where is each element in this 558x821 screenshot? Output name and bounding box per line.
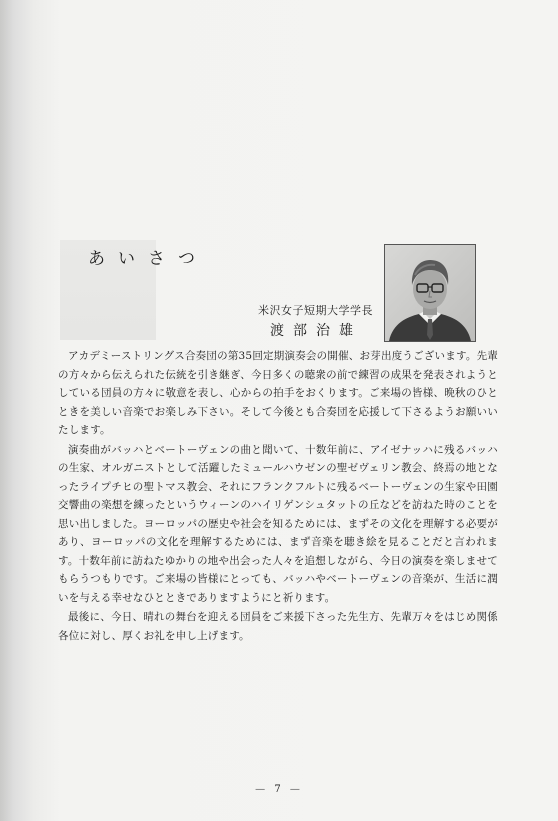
- page-number-dash-right: —: [289, 784, 303, 795]
- page-heading: あいさつ: [88, 249, 208, 269]
- paragraph-1: アカデミーストリングス合奏団の第35回定期演奏会の開催、お芽出度うございます。先輩の方々から伝えられた伝統を引き継ぎ、今日多くの聴衆の前で練習の成果を発表されようとしている団員の方々に敬意を表し、心からの拍手をおくります。ご来場の皆様、晩秋のひとときを美しい音楽でお楽しみ下さい。そして今後とも合奏団を応援して下さるようお願いいたします。: [58, 350, 498, 436]
- portrait-icon: [385, 245, 475, 341]
- author-portrait-photo: [384, 244, 476, 342]
- page-number-dash-left: —: [255, 784, 269, 795]
- greeting-body: [58, 347, 498, 646]
- author-affiliation: 米沢女子短期大学学長: [258, 304, 373, 317]
- author-name: 渡部治雄: [270, 323, 362, 339]
- page-number-value: 7: [274, 784, 284, 795]
- page-number: [0, 784, 558, 795]
- paragraph-2: 演奏曲がバッハとベートーヴェンの曲と聞いて、十数年前に、アイゼナッハに残るバッハの生家、オルガニストとして活躍したミュールハウゼンの聖ゼヴェリン教会、終焉の地となったライプチヒの聖トマス教会、それにフランクフルトに残るベートーヴェンの生家や田園交響曲の楽想を練ったというウィーンのハイリゲンシュタットの丘などを訪ねた時のことを思い出しました。ヨーロッパの歴史や社会を知るためには、まずその文化を理解する必要があり、ヨーロッパの文化を理解するためには、まず音楽を聴き絵を見ることだと言われます。十数年前に訪ねたゆかりの地や出会った人々を追想しながら、今日の演奏を楽しませてもらうつもりです。ご来場の皆様にとっても、バッハやベートーヴェンの音楽が、生活に潤いを与える幸せなひとときでありますようにと祈ります。: [58, 443, 498, 604]
- paragraph-3: 最後に、今日、晴れの舞台を迎える団員をご来援下さった先生方、先輩万々をはじめ関係各位に対し、厚くお礼を申し上げます。: [58, 611, 498, 642]
